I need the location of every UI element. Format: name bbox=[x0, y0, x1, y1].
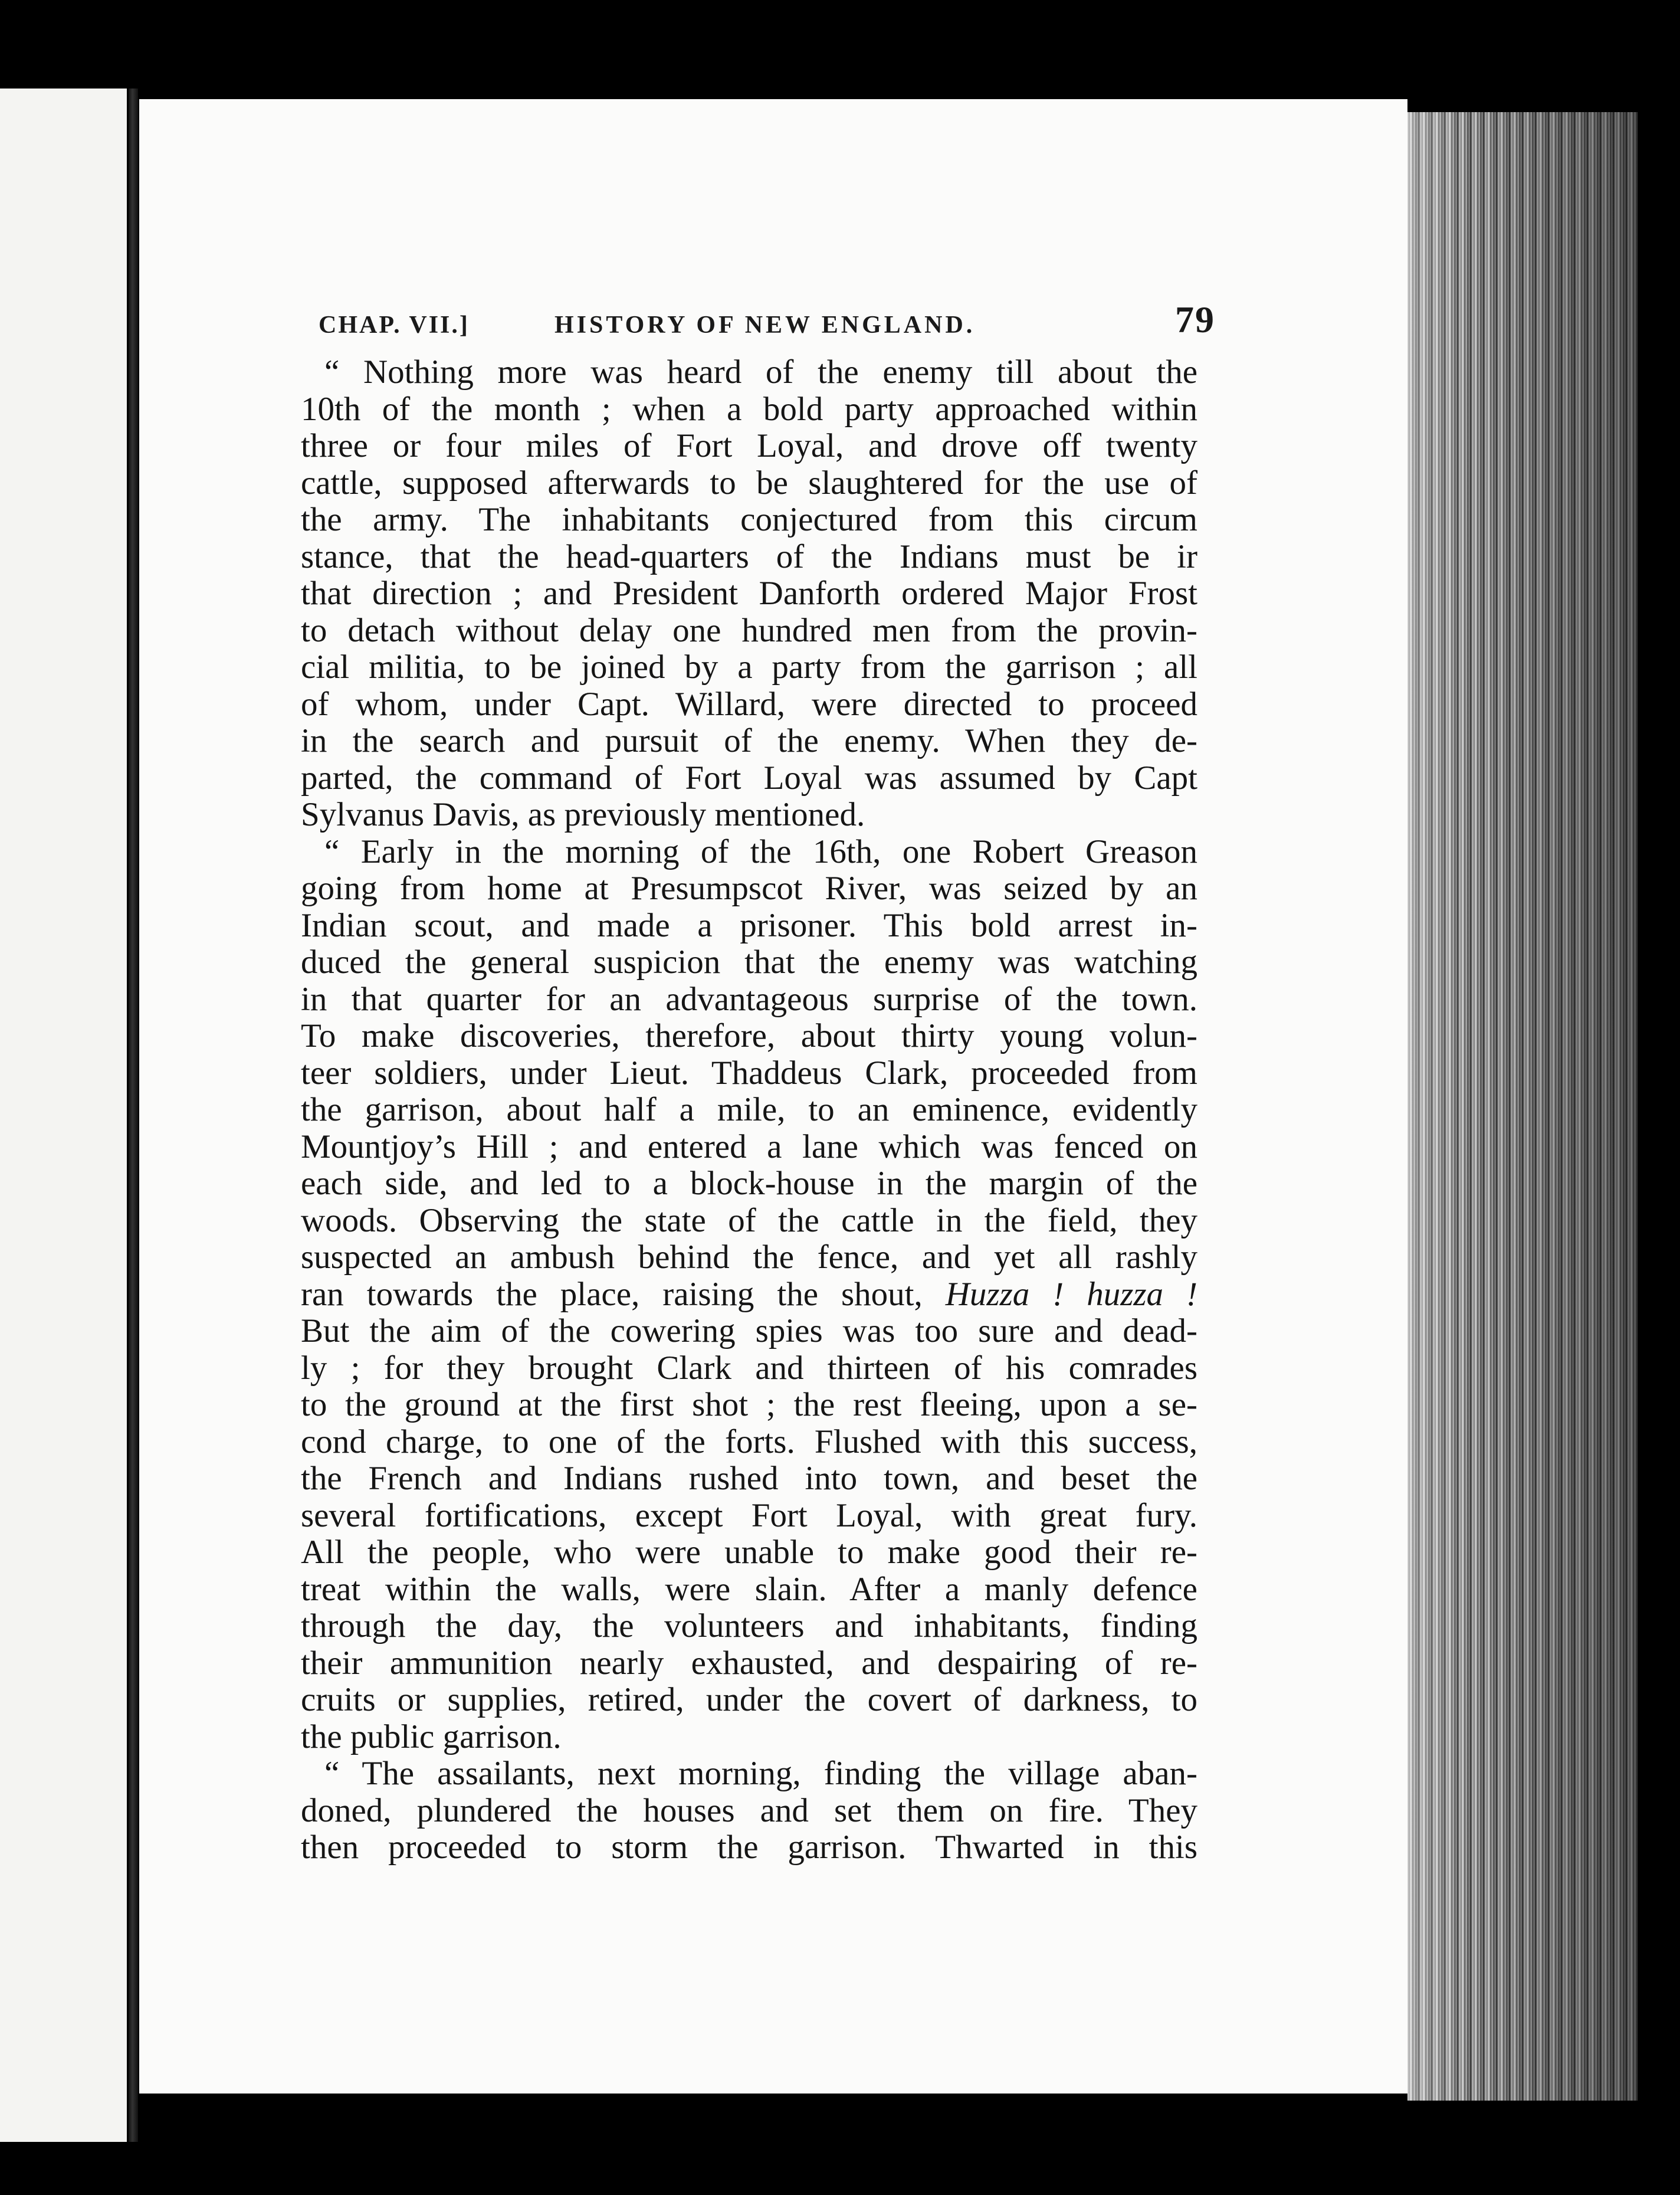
text-line: in the search and pursuit of the enemy. When they de- bbox=[301, 722, 1197, 759]
body-text bbox=[301, 354, 1197, 1866]
text-line: three or four miles of Fort Loyal, and drove off twenty bbox=[301, 427, 1197, 464]
text-line: several fortifications, except Fort Loyal, with great fury. bbox=[301, 1496, 1197, 1534]
text-line: cond charge, to one of the forts. Flushed with this success, bbox=[301, 1423, 1197, 1460]
text-line: each side, and led to a block-house in the margin of the bbox=[301, 1165, 1197, 1202]
text-line: duced the general suspicion that the enemy was watching bbox=[301, 943, 1197, 981]
text-line: cattle, supposed afterwards to be slaughtered for the use of bbox=[301, 464, 1197, 502]
text-line: suspected an ambush behind the fence, and yet all rashly bbox=[301, 1239, 1197, 1276]
text-line: parted, the command of Fort Loyal was assumed by Capt bbox=[301, 759, 1197, 797]
paragraph-2 bbox=[301, 834, 1197, 1756]
book-gutter bbox=[129, 89, 138, 2142]
text-line: 10th of the month ; when a bold party approached within bbox=[301, 390, 1197, 428]
text-line: “ Nothing more was heard of the enemy till about the bbox=[324, 353, 1197, 391]
chapter-label: CHAP. VII.] bbox=[319, 312, 470, 339]
text-line: the public garrison. bbox=[301, 1718, 562, 1755]
text-line: cial militia, to be joined by a party from the garrison ; all bbox=[301, 648, 1197, 686]
text-line: teer soldiers, under Lieut. Thaddeus Clark, proceeded from bbox=[301, 1054, 1197, 1092]
text-line: To make discoveries, therefore, about thirty young volun- bbox=[301, 1017, 1197, 1054]
text-line: to the ground at the first shot ; the rest fleeing, upon a se- bbox=[301, 1386, 1197, 1423]
text-line: Mountjoy’s Hill ; and entered a lane which was fenced on bbox=[301, 1128, 1197, 1165]
text-line: going from home at Presumpscot River, was seized by an bbox=[301, 870, 1197, 907]
text-line: that direction ; and President Danforth ordered Major Frost bbox=[301, 575, 1197, 612]
text-line: doned, plundered the houses and set them on fire. They bbox=[301, 1791, 1197, 1829]
text-line: All the people, who were unable to make good their re- bbox=[301, 1534, 1197, 1571]
text-line: in that quarter for an advantageous surprise of the town. bbox=[301, 980, 1197, 1018]
running-title: HISTORY OF NEW ENGLAND. bbox=[554, 312, 976, 339]
previous-page-edge bbox=[0, 89, 127, 2142]
text-line: the army. The inhabitants conjectured from this circum bbox=[301, 501, 1197, 538]
text-line: Indian scout, and made a prisoner. This bold arrest in- bbox=[301, 906, 1197, 944]
text-line: then proceeded to storm the garrison. Thwarted in this bbox=[301, 1829, 1197, 1866]
text-line: cruits or supplies, retired, under the covert of darkness, to bbox=[301, 1681, 1197, 1718]
italic-exclamation: Huzza ! huzza ! bbox=[945, 1275, 1198, 1313]
text-line: the French and Indians rushed into town, and beset the bbox=[301, 1460, 1197, 1497]
text-line: treat within the walls, were slain. After a manly defence bbox=[301, 1570, 1197, 1608]
page-number: 79 bbox=[1175, 299, 1215, 340]
text-line: their ammunition nearly exhausted, and despairing of re- bbox=[301, 1644, 1197, 1682]
text-line: woods. Observing the state of the cattle in the field, they bbox=[301, 1201, 1197, 1239]
text-line: to detach without delay one hundred men from the provin- bbox=[301, 611, 1197, 649]
paragraph-3 bbox=[301, 1755, 1197, 1866]
text-line: “ Early in the morning of the 16th, one Robert Greason bbox=[324, 833, 1197, 870]
text-line-segment: ran towards the place, raising the shout, bbox=[301, 1275, 923, 1313]
text-line: of whom, under Capt. Willard, were directed to proceed bbox=[301, 685, 1197, 723]
text-line: ly ; for they brought Clark and thirteen of his comrades bbox=[301, 1349, 1197, 1387]
running-head bbox=[319, 298, 1215, 351]
text-line: stance, that the head-quarters of the Indians must be ir bbox=[301, 538, 1197, 575]
page-fore-edge-shading bbox=[1407, 112, 1638, 2101]
text-line: the garrison, about half a mile, to an eminence, evidently bbox=[301, 1091, 1197, 1128]
text-line: Sylvanus Davis, as previously mentioned. bbox=[301, 796, 865, 833]
paragraph-1 bbox=[301, 354, 1197, 834]
text-line: But the aim of the cowering spies was too sure and dead- bbox=[301, 1312, 1197, 1349]
text-line-with-italic bbox=[301, 1276, 1197, 1313]
text-line: “ The assailants, next morning, finding the village aban- bbox=[324, 1755, 1197, 1792]
text-line: through the day, the volunteers and inhabitants, finding bbox=[301, 1607, 1197, 1644]
